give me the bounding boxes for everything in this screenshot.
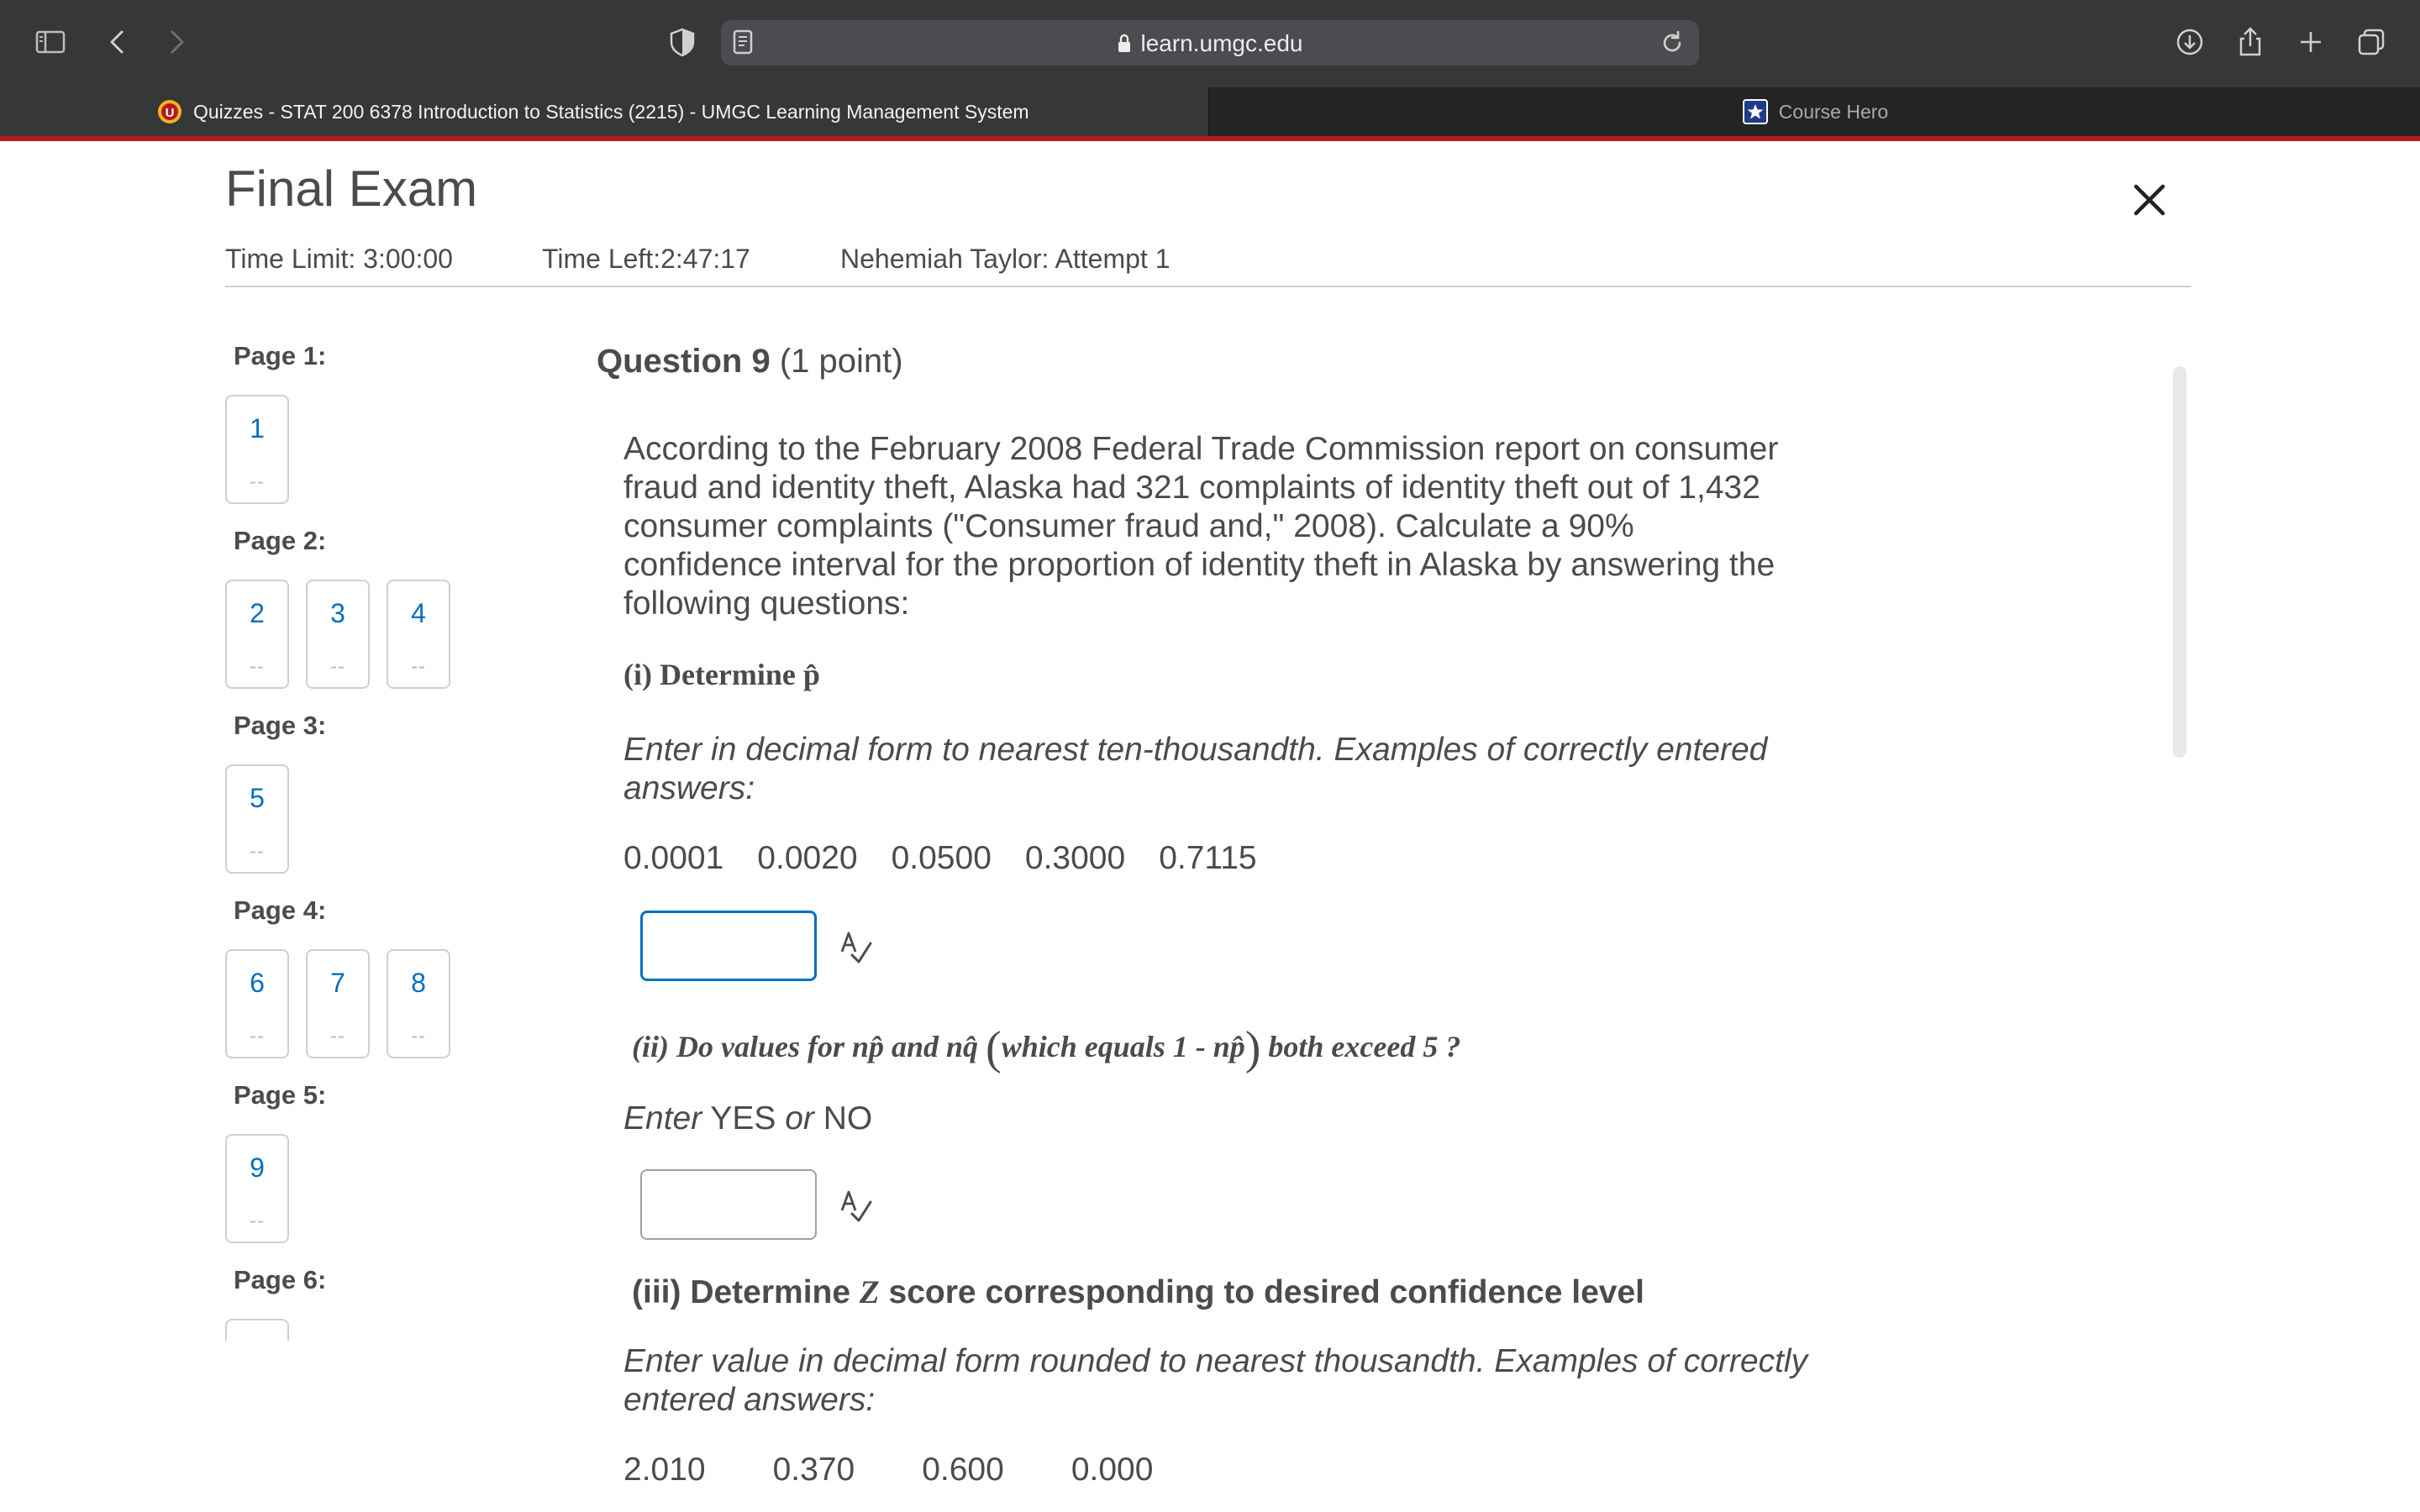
tab-title: Course Hero [1778, 100, 1889, 123]
attempt-info: Nehemiah Taylor: Attempt 1 [840, 244, 1171, 274]
question-link-2[interactable]: 2 -- [225, 580, 289, 689]
part-1-instruction: Enter in decimal form to nearest ten-thousandth. Examples of correctly entered answers: [623, 732, 1768, 806]
example-value: 0.0020 [757, 840, 858, 876]
question-link-9[interactable]: 9 -- [225, 1134, 289, 1243]
page-label: Page 6: [234, 1265, 327, 1294]
lock-icon [1117, 33, 1132, 60]
example-value: 2.010 [623, 1452, 706, 1488]
part-3-instruction: Enter value in decimal form rounded to nearest thousandth. Examples of correctly entered answers: [623, 1343, 1808, 1418]
page-label: Page 1: [234, 341, 327, 370]
time-left: Time Left:2:47:17 [542, 244, 750, 274]
tab-overview-icon[interactable] [2348, 18, 2395, 66]
page-label: Page 5: [234, 1080, 327, 1110]
header-divider [225, 286, 2191, 287]
part-3-label: (iii) Determine Z score corresponding to desired confidence level [632, 1274, 1644, 1310]
page-label: Page 3: [234, 711, 327, 740]
back-icon[interactable] [94, 18, 141, 66]
part-1-label: (i) Determine p̂ [623, 658, 820, 691]
question-link-4[interactable]: 4 -- [387, 580, 450, 689]
question-link-6[interactable]: 6 -- [225, 949, 289, 1058]
close-icon [2131, 181, 2168, 218]
close-button[interactable] [2126, 176, 2173, 223]
svg-text:U: U [165, 106, 175, 120]
question-navigation [225, 319, 528, 1341]
example-value: 0.600 [922, 1452, 1004, 1488]
umgc-favicon-icon [156, 98, 183, 125]
address-bar[interactable] [721, 20, 1699, 66]
question-link-1[interactable]: 1 -- [225, 395, 289, 504]
forward-icon[interactable] [153, 18, 200, 66]
privacy-shield-icon[interactable] [659, 18, 706, 66]
question-link-8[interactable]: 8 -- [387, 949, 450, 1058]
tab-title: Quizzes - STAT 200 6378 Introduction to Statistics (2215) - UMGC Learning Management System [193, 100, 1029, 123]
reload-icon[interactable] [1657, 28, 1687, 58]
example-value: 0.7115 [1159, 840, 1257, 876]
page-label: Page 4: [234, 895, 327, 925]
url-text: learn.umgc.edu [1140, 30, 1303, 56]
browser-toolbar [0, 0, 2420, 87]
scrollbar[interactable] [2173, 366, 2186, 758]
brand-accent-bar [0, 136, 2420, 141]
answer-input-yes-no[interactable] [640, 1169, 817, 1240]
question-heading: Question 9 (1 point) [597, 343, 903, 380]
example-value: 0.0001 [623, 840, 724, 876]
question-link-3[interactable]: 3 -- [306, 580, 370, 689]
tab-course-hero[interactable] [1210, 87, 2420, 136]
answer-input-p-hat[interactable] [640, 911, 817, 981]
share-icon[interactable] [2227, 18, 2274, 66]
course-hero-favicon-icon [1742, 98, 1769, 125]
sidebar-toggle-icon[interactable] [27, 18, 74, 66]
example-value: 0.000 [1071, 1452, 1154, 1488]
time-limit: Time Limit: 3:00:00 [225, 244, 453, 274]
example-value: 0.370 [772, 1452, 855, 1488]
part-2-label: (ii) Do values for np̂ and nq̂ (which equals 1 - np̂) both exceed 5 ? [632, 1022, 1461, 1074]
new-tab-icon[interactable] [2287, 18, 2334, 66]
spellcheck-icon[interactable] [837, 1185, 876, 1224]
question-link-7[interactable]: 7 -- [306, 949, 370, 1058]
page-title: Final Exam [225, 160, 478, 217]
url-display[interactable] [721, 30, 1699, 60]
part-1-examples [623, 840, 1291, 877]
part-3-examples [623, 1452, 1220, 1488]
tab-umgc-quizzes[interactable] [0, 87, 1208, 136]
tab-strip [0, 87, 2420, 136]
question-link-5[interactable]: 5 -- [225, 764, 289, 874]
reader-mode-icon[interactable] [726, 25, 760, 59]
tab-divider [1208, 87, 1210, 136]
spellcheck-icon[interactable] [837, 927, 876, 965]
part-2-instruction: Enter YES or NO [623, 1100, 873, 1137]
page-label: Page 2: [234, 526, 327, 555]
example-value: 0.0500 [891, 840, 992, 876]
question-text: According to the February 2008 Federal Trade Commission report on consumer fraud and identity theft, Alaska had 321 complaints of identity theft out of 1,432 consumer complaints ("Consumer fraud and," 2008). Calculate a 90% confidence interval for the proportion of identity theft in Alaska by answering the following questions: [623, 431, 1779, 622]
question-link-partial[interactable] [225, 1319, 289, 1341]
downloads-icon[interactable] [2166, 18, 2213, 66]
example-value: 0.3000 [1024, 840, 1126, 876]
